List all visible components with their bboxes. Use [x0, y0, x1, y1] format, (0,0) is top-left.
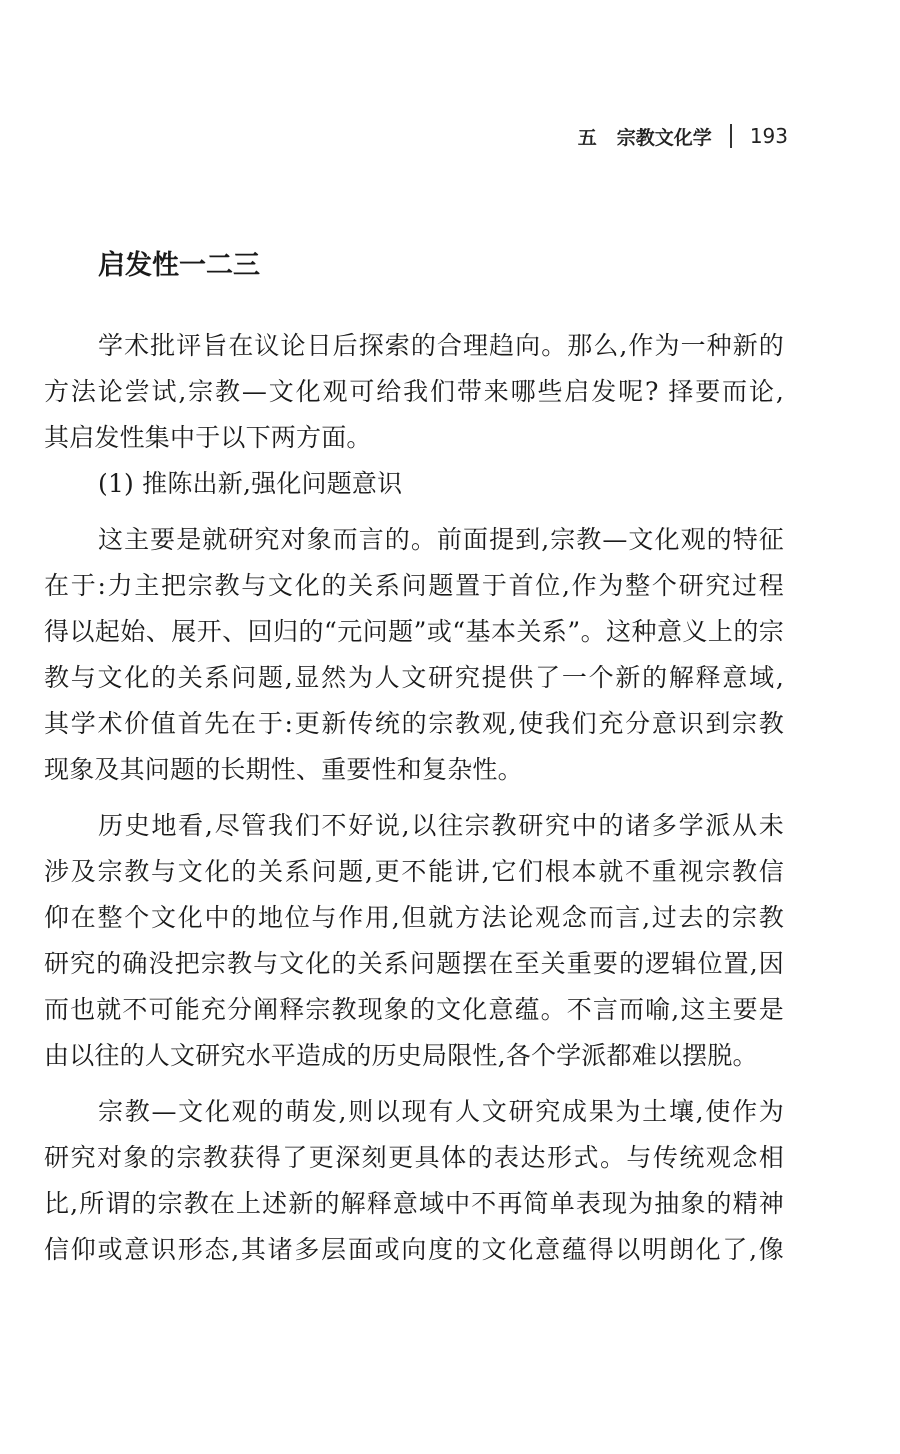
subheading-1 — [44, 461, 784, 507]
paragraph-2 — [44, 517, 784, 793]
header-divider — [730, 124, 732, 148]
text-line: 而也就不可能充分阐释宗教现象的文化意蕴。不言而喻,这主要是 — [44, 995, 784, 1024]
section-title: 启发性一二三 — [98, 250, 260, 281]
chapter-title: 宗教文化学 — [616, 126, 712, 149]
text-line: 其学术价值首先在于:更新传统的宗教观,使我们充分意识到宗教 — [44, 709, 784, 738]
text-line: 其启发性集中于以下两方面。 — [44, 423, 372, 452]
body-text — [44, 323, 784, 1273]
text-line: 宗教—文化观的萌发,则以现有人文研究成果为土壤,使作为 — [98, 1097, 784, 1126]
subheading-text: (1) 推陈出新,强化问题意识 — [98, 469, 403, 498]
paragraph-4 — [44, 1089, 784, 1273]
text-line: 由以往的人文研究水平造成的历史局限性,各个学派都难以摆脱。 — [44, 1041, 758, 1070]
text-line: 方法论尝试,宗教—文化观可给我们带来哪些启发呢? 择要而论, — [44, 377, 784, 406]
text-line: 涉及宗教与文化的关系问题,更不能讲,它们根本就不重视宗教信 — [44, 857, 784, 886]
text-line: 教与文化的关系问题,显然为人文研究提供了一个新的解释意域, — [44, 663, 784, 692]
text-line: 历史地看,尽管我们不好说,以往宗教研究中的诸多学派从未 — [98, 811, 784, 840]
text-line: 仰在整个文化中的地位与作用,但就方法论观念而言,过去的宗教 — [44, 903, 784, 932]
text-line: 信仰或意识形态,其诸多层面或向度的文化意蕴得以明朗化了,像 — [44, 1235, 784, 1264]
paragraph-1 — [44, 323, 784, 461]
text-line: 在于:力主把宗教与文化的关系问题置于首位,作为整个研究过程 — [44, 571, 784, 600]
text-line: 现象及其问题的长期性、重要性和复杂性。 — [44, 755, 523, 784]
paragraph-3 — [44, 803, 784, 1079]
text-line: 学术批评旨在议论日后探索的合理趋向。那么,作为一种新的 — [98, 331, 784, 360]
text-line: 比,所谓的宗教在上述新的解释意域中不再简单表现为抽象的精神 — [44, 1189, 784, 1218]
text-line: 这主要是就研究对象而言的。前面提到,宗教—文化观的特征 — [98, 525, 784, 554]
text-line: 研究对象的宗教获得了更深刻更具体的表达形式。与传统观念相 — [44, 1143, 784, 1172]
text-line: 得以起始、展开、回归的“元问题”或“基本关系”。这种意义上的宗 — [44, 617, 784, 646]
chapter-number: 五 — [577, 126, 597, 149]
page-number: 193 — [749, 124, 788, 148]
running-header — [578, 121, 788, 151]
text-line: 研究的确没把宗教与文化的关系问题摆在至关重要的逻辑位置,因 — [44, 949, 784, 978]
